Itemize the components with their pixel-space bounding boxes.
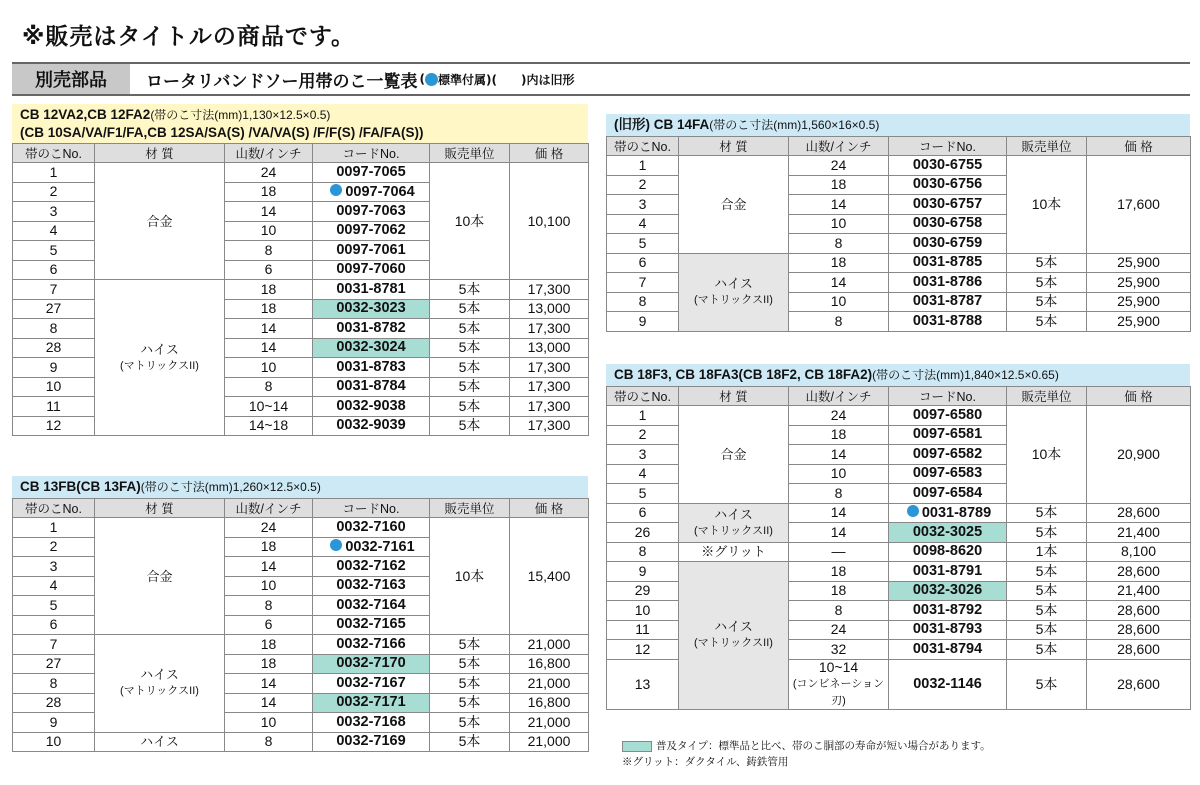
table-cb13 xyxy=(12,498,589,752)
table-row: 4 10 0097-6583 xyxy=(607,464,1191,484)
table-row: 9 10 0032-7168 5本 21,000 xyxy=(13,713,589,733)
table-row: 6 ハイス (マトリックスII) 18 0031-8785 5本 25,900 xyxy=(607,253,1191,273)
table-row: 12 32 0031-8794 5本 28,600 xyxy=(607,640,1191,660)
table-cb14 xyxy=(606,136,1191,332)
optional-parts-label: 別売部品 xyxy=(12,64,130,94)
table-row: 5 8 0032-7164 xyxy=(13,596,589,616)
table-row: 6 ハイス (マトリックスII) 14 0031-8789 5本 28,600 xyxy=(607,503,1191,523)
table-row: 8 10 0031-8787 5本 25,900 xyxy=(607,292,1191,312)
table-row: 2 18 0097-6581 xyxy=(607,425,1191,445)
economy-swatch-icon xyxy=(622,741,652,752)
table-row: 9 ハイス (マトリックスII) 18 0031-8791 5本 28,600 xyxy=(607,562,1191,582)
table-row: 8 14 0031-8782 5本 17,300 xyxy=(13,319,589,339)
section-cb18-header: CB 18F3, CB 18FA3(CB 18F2, CB 18FA2)(帯のこ寸法(mm)1,840×12.5×0.65) xyxy=(606,364,1190,386)
section-cb14-header: (旧形) CB 14FA(帯のこ寸法(mm)1,560×16×0.5) xyxy=(606,114,1190,136)
table-row: 1 合金 24 0030-6755 10本 17,600 xyxy=(607,156,1191,176)
table-row: 26 14 0032-3025 5本 21,400 xyxy=(607,523,1191,543)
table-row: 5 8 0030-6759 xyxy=(607,234,1191,254)
table-row: 10 ハイス 8 0032-7169 5本 21,000 xyxy=(13,732,589,752)
table-row: 7 14 0031-8786 5本 25,900 xyxy=(607,273,1191,293)
table-row: 1 合金 24 0097-6580 10本 20,900 xyxy=(607,406,1191,426)
table-header-row: 帯のこNo. 材 質 山数/インチ コードNo. 販売単位 価 格 xyxy=(13,499,589,518)
table-row: 9 10 0031-8783 5本 17,300 xyxy=(13,358,589,378)
table-row: 27 18 0032-7170 5本 16,800 xyxy=(13,654,589,674)
table-header-row: 帯のこNo. 材 質 山数/インチ コードNo. 販売単位 価 格 xyxy=(607,137,1191,156)
section-cb12-header: CB 12VA2,CB 12FA2(帯のこ寸法(mm)1,130×12.5×0.5) (CB 10SA/VA/F1/FA,CB 12SA/SA(S) /VA/VA(S) /F/F(S) /FA/FA(S)) xyxy=(12,104,588,143)
table-header-row: 帯のこNo. 材 質 山数/インチ コードNo. 販売単位 価 格 xyxy=(607,387,1191,406)
table-row: 13 10~14 (コンビネーション刃) 0032-1146 5本 28,600 xyxy=(607,659,1191,709)
table-row: 3 14 0030-6757 xyxy=(607,195,1191,215)
title-bar xyxy=(12,62,1190,96)
table-row: 3 14 0032-7162 xyxy=(13,557,589,577)
section-cb13 xyxy=(12,476,588,752)
table-row: 28 14 0032-3024 5本 13,000 xyxy=(13,338,589,358)
table-row: 3 14 0097-6582 xyxy=(607,445,1191,465)
table-row: 4 10 0097-7062 xyxy=(13,221,589,241)
legend: 普及タイプ：標準品と比べ、帯のこ胴部の寿命が短い場合があります。 ※グリット：ダクタイル、鋳鉄管用 xyxy=(622,740,991,768)
table-cb12 xyxy=(12,143,589,436)
table-row: 27 18 0032-3023 5本 13,000 xyxy=(13,299,589,319)
table-row: 11 24 0031-8793 5本 28,600 xyxy=(607,620,1191,640)
table-row: 8 14 0032-7167 5本 21,000 xyxy=(13,674,589,694)
title-note: ( 標準付属 )( )内は旧形 xyxy=(419,72,575,87)
sales-notice: ※販売はタイトルの商品です。 xyxy=(22,24,356,50)
table-row: 7 ハイス (マトリックスII) 18 0032-7166 5本 21,000 xyxy=(13,635,589,655)
table-cb18 xyxy=(606,386,1191,710)
table-row: 6 6 0097-7060 xyxy=(13,260,589,280)
table-row: 4 10 0032-7163 xyxy=(13,576,589,596)
standard-dot-icon xyxy=(425,73,438,86)
table-row: 3 14 0097-7063 xyxy=(13,202,589,222)
table-row: 9 8 0031-8788 5本 25,900 xyxy=(607,312,1191,332)
standard-dot-icon xyxy=(330,539,342,551)
table-row: 8 ※グリット — 0098-8620 1本 8,100 xyxy=(607,542,1191,562)
table-row: 2 18 0097-7064 xyxy=(13,182,589,202)
table-row: 29 18 0032-3026 5本 21,400 xyxy=(607,581,1191,601)
table-row: 2 18 0030-6756 xyxy=(607,175,1191,195)
page-title xyxy=(146,64,574,94)
table-row: 28 14 0032-7171 5本 16,800 xyxy=(13,693,589,713)
table-row: 1 合金 24 0032-7160 10本 15,400 xyxy=(13,518,589,538)
table-row: 4 10 0030-6758 xyxy=(607,214,1191,234)
section-cb14 xyxy=(606,114,1190,332)
table-row: 10 8 0031-8792 5本 28,600 xyxy=(607,601,1191,621)
page-title-text: ロータリバンドソー用帯のこ一覧表 xyxy=(146,71,418,92)
section-cb13-header: CB 13FB(CB 13FA)(帯のこ寸法(mm)1,260×12.5×0.5) xyxy=(12,476,588,498)
standard-dot-icon xyxy=(330,184,342,196)
table-header-row: 帯のこNo. 材 質 山数/インチ コードNo. 販売単位 価 格 xyxy=(13,144,589,163)
table-row: 7 ハイス (マトリックスII) 18 0031-8781 5本 17,300 xyxy=(13,280,589,300)
table-row: 2 18 0032-7161 xyxy=(13,537,589,557)
standard-dot-icon xyxy=(907,505,919,517)
table-row: 5 8 0097-7061 xyxy=(13,241,589,261)
section-cb12 xyxy=(12,104,588,436)
table-row: 5 8 0097-6584 xyxy=(607,484,1191,504)
table-row: 1 合金 24 0097-7065 10本 10,100 xyxy=(13,163,589,183)
section-cb18 xyxy=(606,364,1190,710)
table-row: 6 6 0032-7165 xyxy=(13,615,589,635)
table-row: 12 14~18 0032-9039 5本 17,300 xyxy=(13,416,589,436)
table-row: 11 10~14 0032-9038 5本 17,300 xyxy=(13,397,589,417)
table-row: 10 8 0031-8784 5本 17,300 xyxy=(13,377,589,397)
